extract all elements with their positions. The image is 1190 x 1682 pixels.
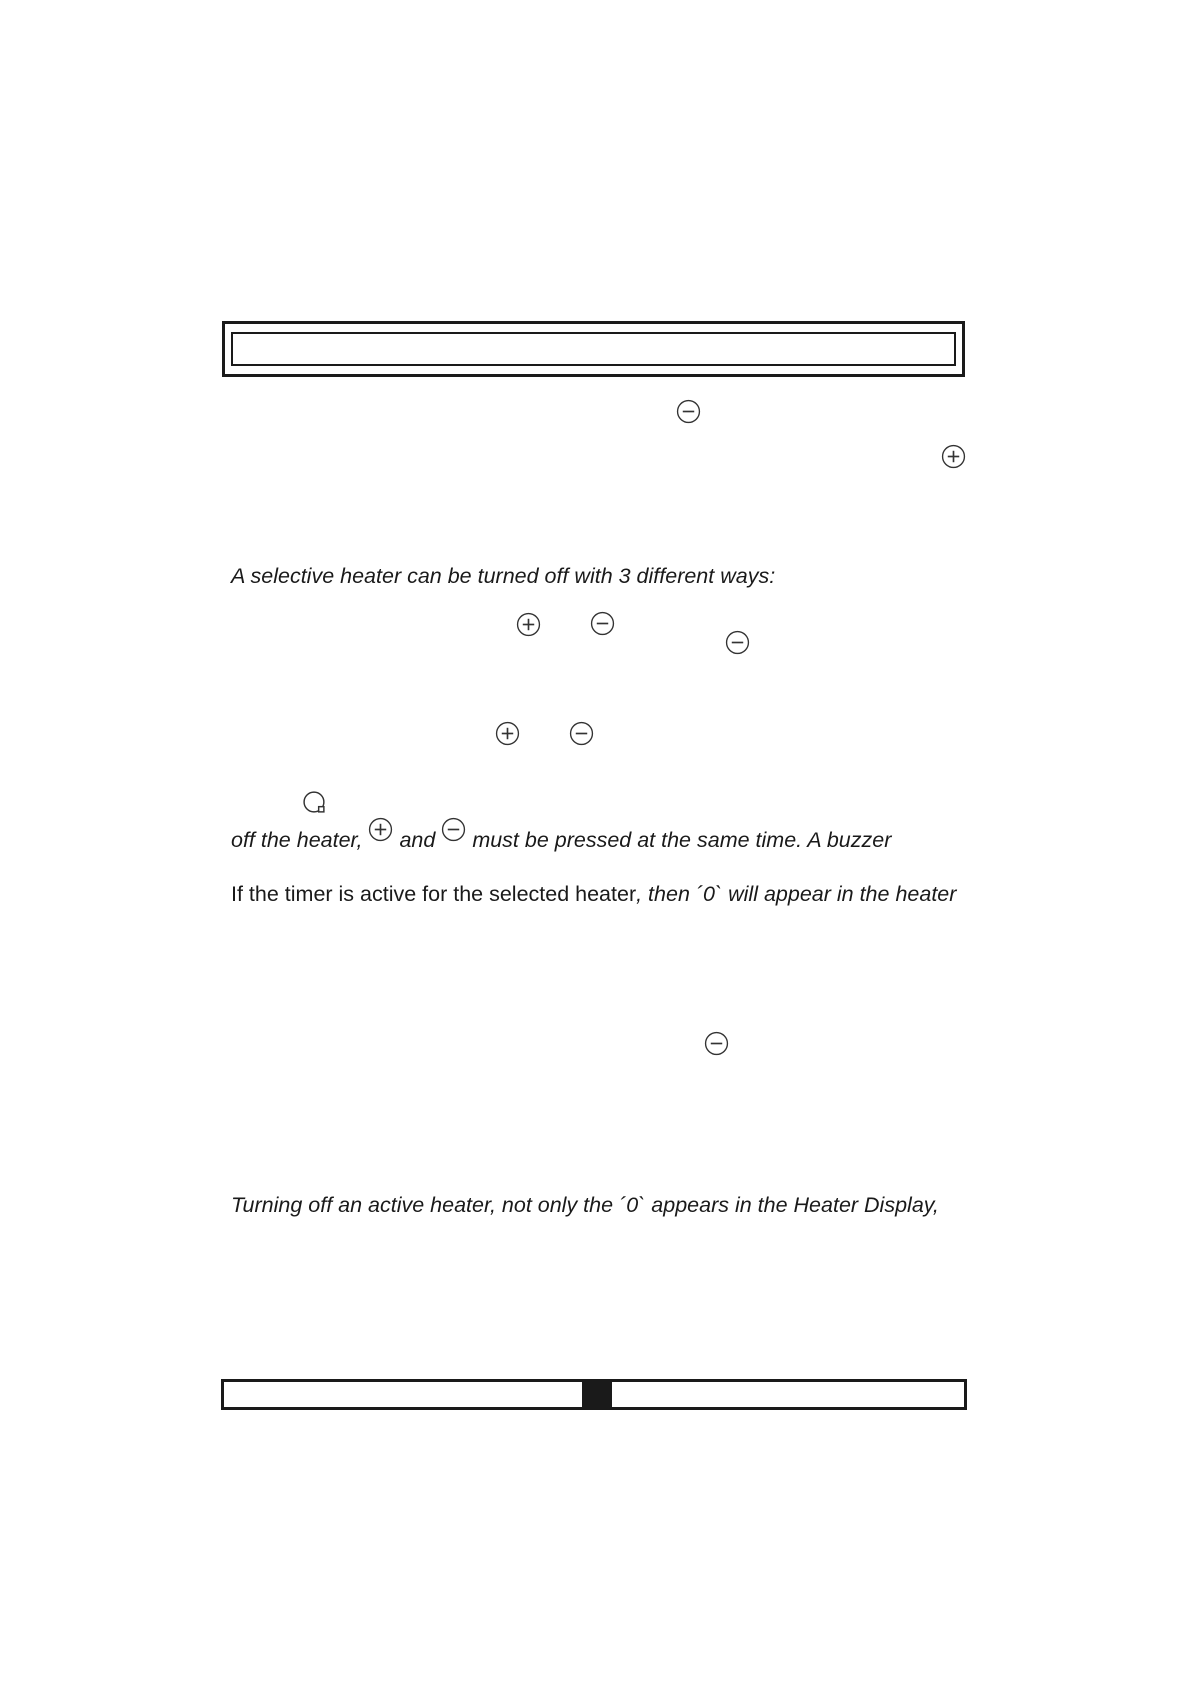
timer-icon bbox=[302, 790, 327, 815]
minus-circle-icon bbox=[676, 399, 701, 424]
minus-circle-icon bbox=[725, 630, 750, 655]
off-heater-text-3: must be pressed at the same time. A buzzer bbox=[472, 828, 892, 852]
turning-off-line: Turning off an active heater, not only the ´0` appears in the Heater Display, bbox=[231, 1193, 939, 1217]
off-heater-text-2: and bbox=[399, 828, 436, 852]
section-header-frame bbox=[222, 321, 965, 377]
timer-active-line bbox=[231, 884, 956, 906]
selective-heater-intro: A selective heater can be turned off with 3 different ways: bbox=[231, 564, 776, 588]
off-heater-text-1: off the heater, bbox=[231, 828, 363, 852]
plus-circle-icon bbox=[941, 444, 966, 469]
off-heater-line bbox=[231, 817, 891, 852]
section-header-inner-border bbox=[231, 332, 956, 366]
timer-active-text-normal: If the timer is active for the selected heater bbox=[231, 882, 637, 906]
timer-active-text-italic: , then ´0` will appear in the heater bbox=[636, 882, 957, 906]
minus-circle-icon bbox=[704, 1031, 729, 1056]
minus-circle-icon bbox=[569, 721, 594, 746]
minus-circle-icon bbox=[590, 611, 615, 636]
footer-bar bbox=[221, 1379, 967, 1410]
plus-circle-icon bbox=[368, 817, 393, 842]
minus-circle-icon bbox=[441, 817, 466, 842]
plus-circle-icon bbox=[495, 721, 520, 746]
page-number-tab bbox=[582, 1379, 612, 1410]
plus-circle-icon bbox=[516, 612, 541, 637]
